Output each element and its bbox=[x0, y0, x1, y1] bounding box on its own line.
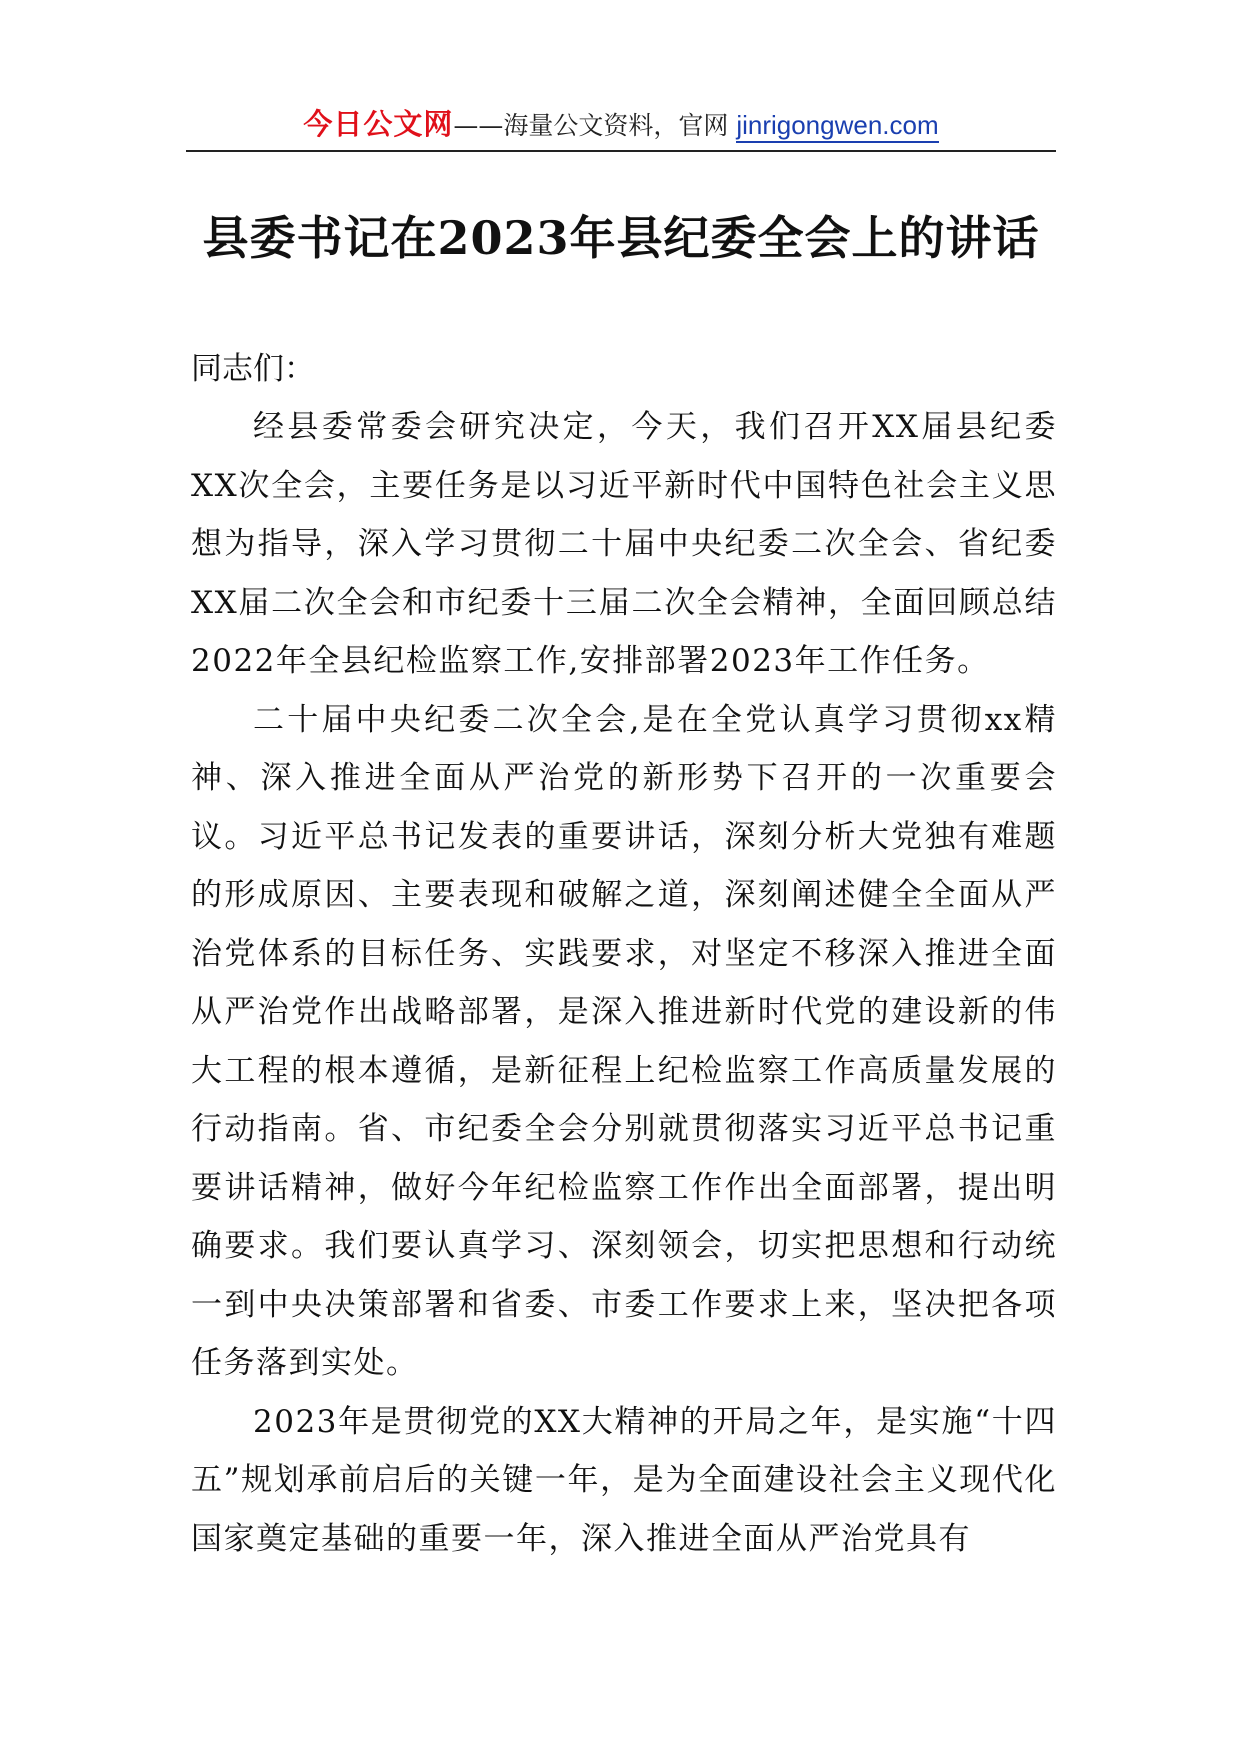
salutation: 同志们： bbox=[191, 351, 315, 387]
brand-logo-text: 今日公文网 bbox=[303, 107, 454, 141]
paragraph-2: 二十届中央纪委二次全会,是在全党认真学习贯彻xx精神、深入推进全面从严治党的新形势下召开的一次重要会议。习近平总书记发表的重要讲话，深刻分析大党独有难题的形成原因、主要表现和破解之道，深刻阐述健全全面从严治党体系的目标任务、实践要求，对坚定不移深入推进全面从严治党作出战略部署，是深入推进新时代党的建设新的伟大工程的根本遵循，是新征程上纪检监察工作高质量发展的行动指南。省、市纪委全会分别就贯彻落实习近平总书记重要讲话精神，做好今年纪检监察工作作出全面部署，提出明确要求。我们要认真学习、深刻领会，切实把思想和行动统一到中央决策部署和省委、市委工作要求上来，坚决把各项任务落到实处。 bbox=[191, 701, 1057, 1381]
paragraph-3: 2023年是贯彻党的XX大精神的开局之年，是实施“十四五”规划承前启后的关键一年，是为全面建设社会主义现代化国家奠定基础的重要一年，深入推进全面从严治党具有 bbox=[191, 1403, 1057, 1557]
document-body bbox=[191, 340, 1057, 1568]
document-title: 县委书记在2023年县纪委全会上的讲话 bbox=[202, 211, 1040, 265]
website-link[interactable]: jinrigongwen.com bbox=[736, 110, 938, 143]
paragraph-1: 经县委常委会研究决定，今天，我们召开XX届县纪委XX次全会，主要任务是以习近平新时代中国特色社会主义思想为指导，深入学习贯彻二十届中央纪委二次全会、省纪委XX届二次全会和市纪委十三届二次全会精神，全面回顾总结2022年全县纪检监察工作,安排部署2023年工作任务。 bbox=[191, 409, 1057, 679]
header-line bbox=[303, 106, 938, 144]
page-header bbox=[186, 100, 1056, 152]
header-tagline: ——海量公文资料，官网 bbox=[453, 111, 737, 140]
